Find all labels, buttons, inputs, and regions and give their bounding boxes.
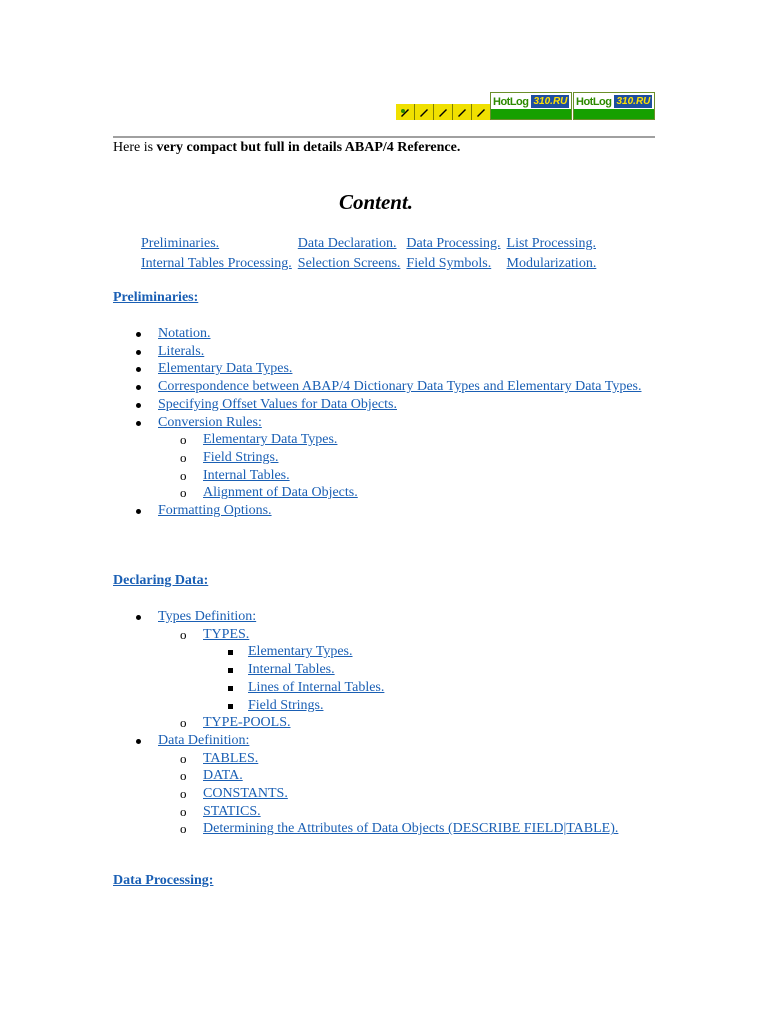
list-item bbox=[113, 608, 653, 732]
intro-bold: very compact but full in details ABAP/4 Reference. bbox=[156, 140, 461, 155]
hotlog-counter[interactable] bbox=[490, 92, 572, 120]
list-item bbox=[158, 803, 653, 821]
intro-text bbox=[113, 139, 460, 157]
link-types[interactable]: TYPES. bbox=[203, 626, 250, 642]
section-heading-processing bbox=[113, 873, 213, 889]
link-dictionary-correspondence[interactable]: Correspondence between ABAP/4 Dictionary Data Types and Elementary Data Types. bbox=[158, 379, 642, 395]
list-item bbox=[158, 820, 653, 838]
link-describe-field-table[interactable]: Determining the Attributes of Data Objects (DESCRIBE FIELD|TABLE). bbox=[203, 821, 619, 837]
toc-link-field-symbols[interactable]: Field Symbols. bbox=[406, 256, 492, 271]
conversion-rules-sublist bbox=[158, 431, 653, 502]
link-conversion-rules[interactable]: Conversion Rules: bbox=[158, 414, 262, 430]
toc-link-selection-screens[interactable]: Selection Screens. bbox=[297, 256, 401, 271]
link-conv-internal-tables[interactable]: Internal Tables. bbox=[203, 467, 290, 483]
toc-link-list-processing[interactable]: List Processing. bbox=[506, 236, 596, 251]
banner-icon-strip[interactable] bbox=[396, 104, 491, 120]
link-statics[interactable]: STATICS. bbox=[203, 803, 261, 819]
list-item bbox=[158, 750, 653, 768]
counter-brand: HotLog bbox=[493, 95, 529, 108]
list-item bbox=[113, 360, 653, 378]
types-sublist bbox=[203, 643, 653, 714]
link-lines-internal-tables[interactable]: Lines of Internal Tables. bbox=[248, 679, 385, 695]
pen-icon[interactable] bbox=[434, 104, 453, 120]
declaring-list bbox=[113, 608, 653, 838]
link-data-definition[interactable]: Data Definition: bbox=[158, 732, 250, 748]
list-item bbox=[113, 414, 653, 503]
list-item bbox=[203, 661, 653, 679]
link-conv-field-strings[interactable]: Field Strings. bbox=[203, 449, 279, 465]
list-item bbox=[203, 697, 653, 715]
list-item bbox=[203, 679, 653, 697]
list-item bbox=[158, 785, 653, 803]
list-item bbox=[158, 484, 653, 502]
link-tables[interactable]: TABLES. bbox=[203, 750, 259, 766]
link-literals[interactable]: Literals. bbox=[158, 343, 205, 359]
toc-link-data-processing[interactable]: Data Processing. bbox=[406, 236, 501, 251]
hotlog-counter[interactable] bbox=[573, 92, 655, 120]
list-item bbox=[158, 449, 653, 467]
toc-link-preliminaries[interactable]: Preliminaries. bbox=[141, 236, 220, 251]
counter-domain: 310.RU bbox=[533, 96, 568, 107]
link-offset-values[interactable]: Specifying Offset Values for Data Objects. bbox=[158, 396, 397, 412]
list-item bbox=[158, 467, 653, 485]
pen-icon[interactable] bbox=[453, 104, 472, 120]
pen-icon[interactable] bbox=[396, 104, 415, 120]
link-type-pools[interactable]: TYPE-POOLS. bbox=[203, 715, 291, 731]
link-elementary-types[interactable]: Elementary Types. bbox=[248, 644, 353, 660]
link-data[interactable]: DATA. bbox=[203, 768, 243, 784]
intro-prefix: Here is bbox=[113, 140, 157, 155]
processing-heading-link[interactable]: Data Processing: bbox=[113, 873, 214, 888]
counter-brand: HotLog bbox=[576, 95, 612, 108]
link-types-definition[interactable]: Types Definition: bbox=[158, 609, 257, 624]
list-item bbox=[113, 325, 653, 343]
link-formatting-options[interactable]: Formatting Options. bbox=[158, 503, 272, 519]
list-item bbox=[158, 714, 653, 732]
list-item bbox=[113, 396, 653, 414]
counter-domain: 310.RU bbox=[616, 96, 651, 107]
link-conv-elementary[interactable]: Elementary Data Types. bbox=[203, 432, 338, 448]
toc-link-modularization[interactable]: Modularization. bbox=[506, 256, 597, 271]
toc-link-data-declaration[interactable]: Data Declaration. bbox=[297, 236, 397, 251]
list-item bbox=[158, 767, 653, 785]
pen-icon[interactable] bbox=[415, 104, 434, 120]
horizontal-rule bbox=[113, 136, 655, 138]
list-item bbox=[158, 626, 653, 715]
link-constants[interactable]: CONSTANTS. bbox=[203, 786, 288, 802]
link-types-field-strings[interactable]: Field Strings. bbox=[248, 697, 324, 713]
toc-row bbox=[138, 234, 599, 254]
list-item bbox=[203, 643, 653, 661]
data-definition-sublist bbox=[158, 750, 653, 839]
preliminaries-list bbox=[113, 325, 653, 520]
counter-banner bbox=[396, 92, 656, 122]
types-definition-sublist bbox=[158, 626, 653, 732]
link-elementary-data-types[interactable]: Elementary Data Types. bbox=[158, 361, 293, 377]
declaring-heading-link[interactable]: Declaring Data: bbox=[113, 573, 209, 588]
section-heading-declaring bbox=[113, 573, 208, 589]
link-types-internal-tables[interactable]: Internal Tables. bbox=[248, 662, 335, 678]
pen-icon[interactable] bbox=[472, 104, 491, 120]
section-heading-preliminaries bbox=[113, 290, 198, 306]
link-conv-alignment[interactable]: Alignment of Data Objects. bbox=[203, 485, 358, 501]
toc-row bbox=[138, 254, 599, 274]
list-item bbox=[113, 732, 653, 838]
list-item bbox=[113, 502, 653, 520]
toc-link-internal-tables[interactable]: Internal Tables Processing. bbox=[141, 256, 292, 271]
list-item bbox=[158, 431, 653, 449]
preliminaries-heading-link[interactable]: Preliminaries: bbox=[113, 290, 199, 305]
link-notation[interactable]: Notation. bbox=[158, 326, 211, 341]
content-title: Content. bbox=[338, 190, 414, 214]
list-item bbox=[113, 378, 653, 396]
toc-table bbox=[138, 234, 599, 274]
list-item bbox=[113, 343, 653, 361]
